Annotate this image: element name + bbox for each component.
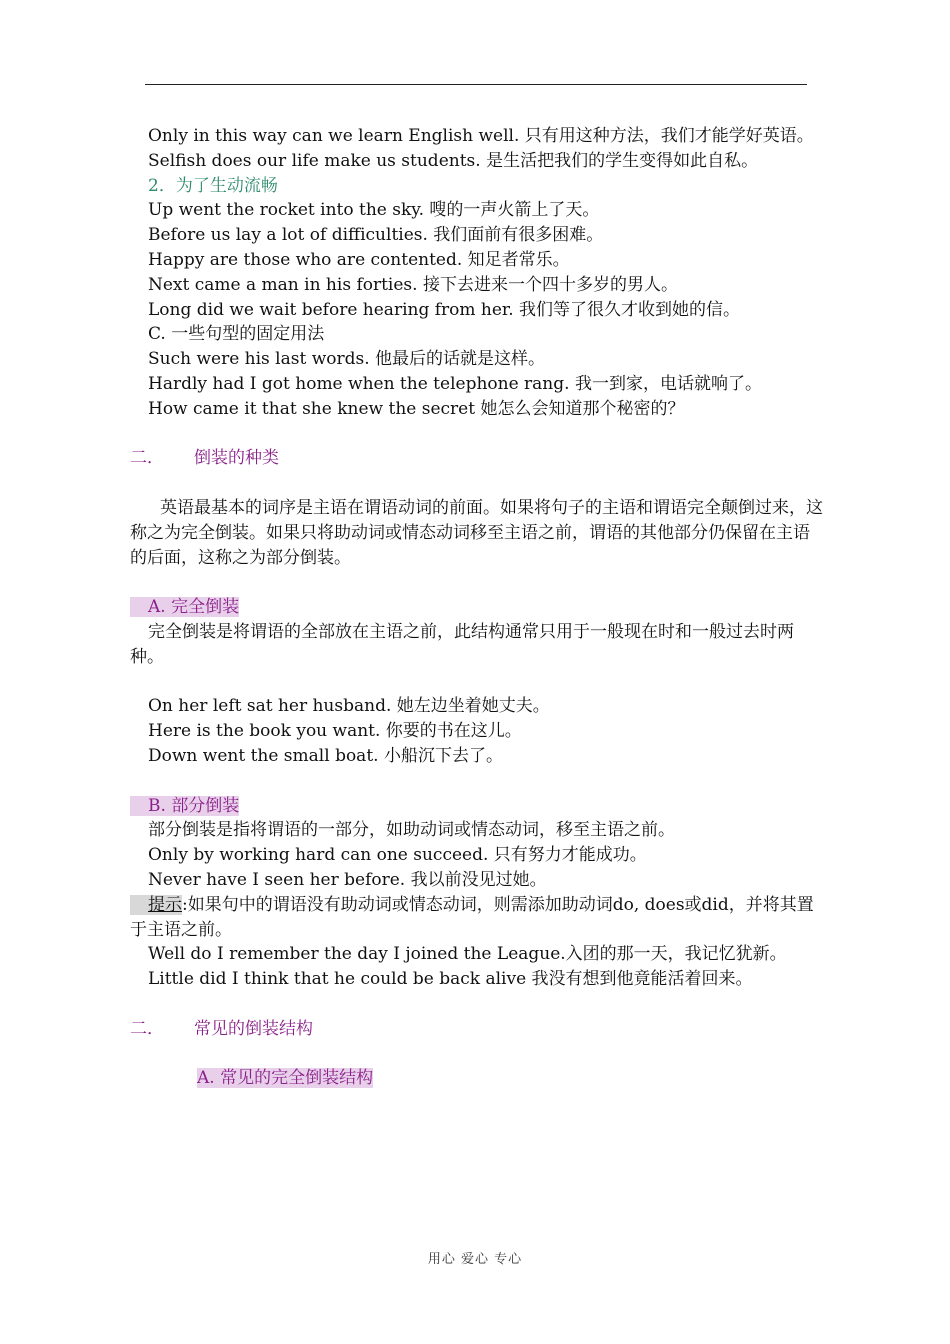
example-line: Such were his last words. 他最后的话就是这样。 [148,349,546,370]
subheading-title: 部分倒装 [171,795,240,816]
document-body [130,124,825,1091]
section-number: 二． [130,448,164,469]
example-line: Long did we wait before hearing from her. 我们等了很久才收到她的信。 [148,299,740,320]
example-line: Before us lay a lot of difficulties. 我们面前有很多困难。 [148,225,604,246]
example-line: Well do I remember the day I joined the League.入团的那一天，我记忆犹新。 [148,944,787,965]
example-line: Down went the small boat. 小船沉下去了。 [148,745,503,766]
example-line: Here is the book you want. 你要的书在这儿。 [148,721,522,742]
example-line: Selfish does our life make us students. 是生活把我们的学生变得如此自私。 [148,150,759,171]
example-line: How came it that she knew the secret 她怎么会知道那个秘密的？ [148,398,685,419]
part-desc: 部分倒装是指将谓语的一部分，如助动词或情态动词，移至主语之前。 [148,820,675,841]
intro-paragraph: 英语最基本的词序是主语在谓语动词的前面。如果将句子的主语和谓语完全颠倒过来，这称之为完全倒装。如果只将助动词或情态动词移至主语之前，谓语的其他部分仍保留在主语的后面，这称之为部分倒装。 [130,497,823,568]
example-line: Hardly had I got home when the telephone rang. 我一到家，电话就响了。 [148,373,762,394]
subheading-label: B. [148,795,166,816]
subheading-vivid: 2．为了生动流畅 [148,175,278,196]
tip-label: 提示 [130,895,182,915]
tip-text: :如果句中的谓语没有助动词或情态动词，则需添加助动词do, does或did，并将其置于主语之前。 [130,894,814,940]
section-heading-kinds [130,446,825,471]
example-line: Only by working hard can one succeed. 只有努力才能成功。 [148,845,647,866]
subheading-fixed: C. 一些句型的固定用法 [148,324,325,345]
subheading-full [130,595,825,620]
tip-paragraph [130,893,825,943]
subheading-label: A. [148,597,166,618]
full-desc: 完全倒装是将谓语的全部放在主语之前，此结构通常只用于一般现在时和一般过去时两种。 [130,621,794,667]
section-title: 常见的倒装结构 [194,1018,313,1039]
header-rule [145,84,807,85]
subheading-common-full: A. 常见的完全倒装结构 [197,1068,374,1089]
subheading-title: 完全倒装 [171,597,240,618]
subheading-part [130,794,825,819]
page-footer: 用心 爱心 专心 [427,1252,523,1267]
section-number: 二． [130,1018,164,1039]
example-line: Next came a man in his forties. 接下去进来一个四十多岁的男人。 [148,274,678,295]
section-heading-common [130,1017,825,1042]
example-line: Up went the rocket into the sky. 嗖的一声火箭上了天。 [148,200,600,221]
example-line: Happy are those who are contented. 知足者常乐。 [148,249,570,270]
example-line: Little did I think that he could be back alive 我没有想到他竟能活着回来。 [148,969,753,990]
example-line: Never have I seen her before. 我以前没见过她。 [148,869,547,890]
example-line: On her left sat her husband. 她左边坐着她丈夫。 [148,696,550,717]
example-line: Only in this way can we learn English well. 只有用这种方法，我们才能学好英语。 [148,126,814,146]
section-title: 倒装的种类 [194,448,279,469]
